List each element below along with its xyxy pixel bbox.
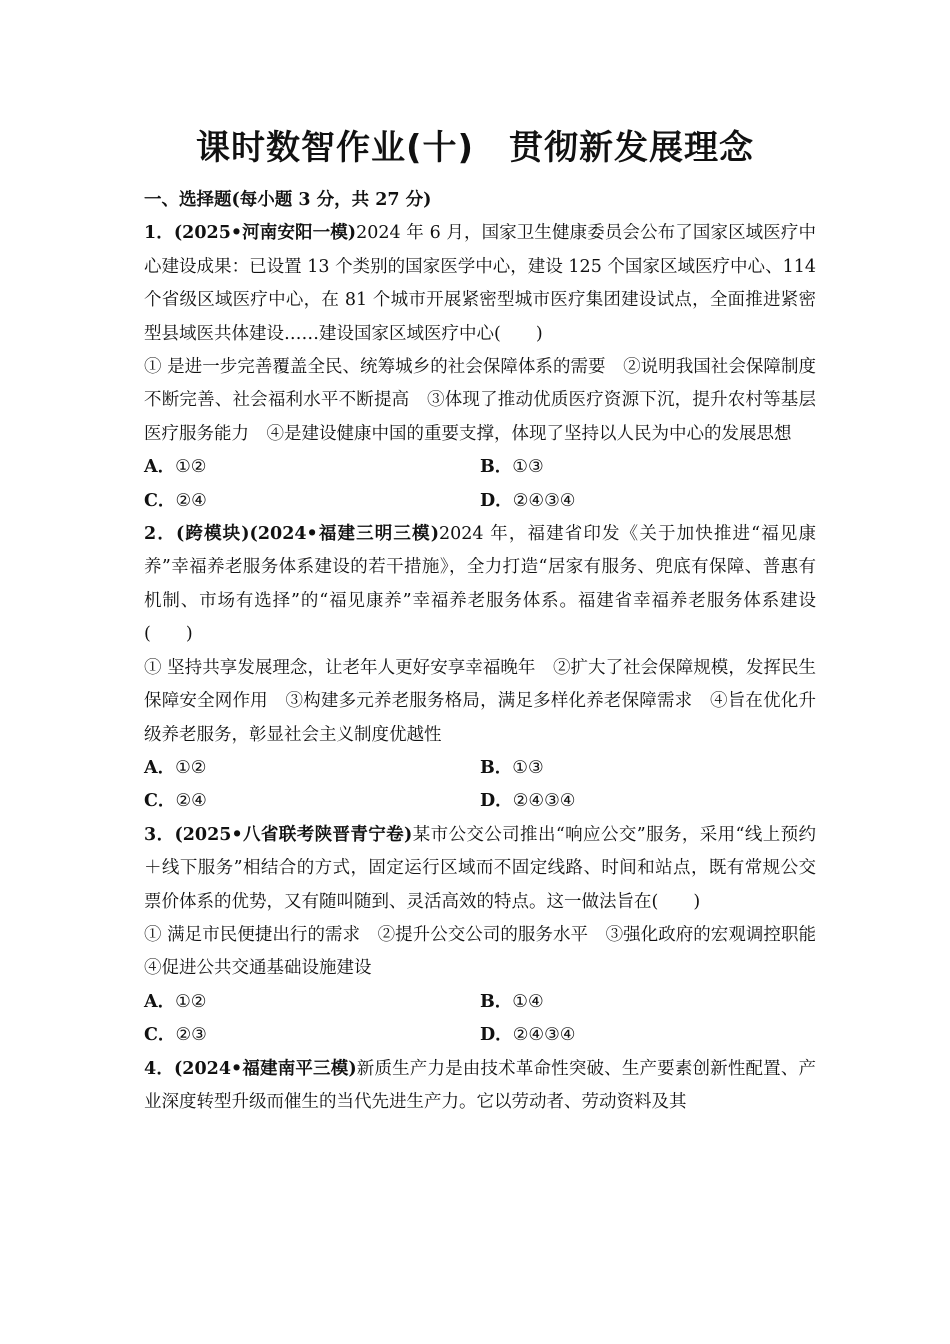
question-source: (2025•八省联考陕晋青宁卷): [174, 824, 413, 845]
question-text: 2024 年 6 月，国家卫生健康委员会公布了国家区域医疗中心建设成果：已设置 13 个类别的国家医学中心，建设 125 个国家区域医疗中心、114 个省级区域医疗中心，在 81 个城市开展紧密型城市医疗集团建设试点，全面推进紧密型县域医共体建设……建设国家区域医疗中心( ): [144, 223, 816, 344]
question-stem: [144, 1053, 816, 1120]
choice-label: A．: [144, 457, 176, 478]
choice-label: A．: [144, 757, 176, 778]
choice-text: ②④③④: [512, 791, 576, 812]
choice-c[interactable]: [144, 485, 480, 518]
question-source: (2025•河南安阳一模): [173, 223, 357, 244]
choice-text: ②③: [175, 1025, 207, 1046]
question-statements: ① 是进一步完善覆盖全民、统筹城乡的社会保障体系的需要 ②说明我国社会保障制度不断完善、社会福利水平不断提高 ③体现了推动优质医疗资源下沉，提升农村等基层医疗服务能力 ④是建设健康中国的重要支撑，体现了坚持以人民为中心的发展思想: [144, 357, 816, 444]
choice-text: ①③: [512, 757, 544, 778]
choice-text: ①④: [512, 991, 544, 1012]
question-statements: ① 坚持共享发展理念，让老年人更好安享幸福晚年 ②扩大了社会保障规模，发挥民生保障安全网作用 ③构建多元养老服务格局，满足多样化养老保障需求 ④旨在优化升级养老服务，彰显社会主义制度优越性: [144, 657, 816, 745]
document-body: [144, 184, 834, 1119]
choice-label: D．: [480, 490, 513, 511]
question-number: 2．: [144, 524, 176, 545]
question-source: (跨模块)(2024•福建三明三模): [175, 524, 439, 545]
choice-text: ②④③④: [512, 490, 576, 511]
choice-label: C．: [144, 791, 176, 812]
question-number: 4．: [144, 1058, 175, 1079]
choice-b[interactable]: [480, 451, 816, 484]
question-3: [144, 819, 834, 1053]
choice-a[interactable]: [144, 752, 480, 785]
choice-label: B．: [480, 991, 513, 1012]
question-text: 新质生产力是由技术革命性突破、生产要素创新性配置、产业深度转型升级而催生的当代先进生产力。它以劳动者、劳动资料及其: [144, 1058, 816, 1112]
question-text: 2024 年，福建省印发《关于加快推进“福见康养”幸福养老服务体系建设的若干措施》，全力打造“居家有服务、兜底有保障、普惠有机制、市场有选择”的“福见康养”幸福养老服务体系。福建省幸福养老服务体系建设( ): [144, 524, 816, 645]
choice-label: B．: [480, 757, 513, 778]
question-stem: [144, 217, 816, 351]
choice-b[interactable]: [480, 986, 816, 1019]
choice-label: B．: [480, 457, 513, 478]
answer-choices: [144, 752, 816, 819]
choice-d[interactable]: [480, 1019, 816, 1052]
question-stem: [144, 819, 816, 919]
answer-choices: [144, 986, 816, 1053]
choice-text: ①②: [175, 991, 207, 1012]
question-1: [144, 217, 816, 518]
choice-b[interactable]: [480, 752, 816, 785]
choice-label: D．: [480, 791, 513, 812]
choice-text: ①②: [175, 457, 207, 478]
choice-c[interactable]: [144, 1019, 480, 1052]
choice-a[interactable]: [144, 451, 480, 484]
question-source: (2024•福建南平三模): [174, 1058, 357, 1079]
question-number: 3．: [144, 824, 175, 845]
choice-text: ①③: [512, 457, 544, 478]
page-title: 课时数智作业(十) 贯彻新发展理念: [195, 128, 755, 168]
choice-label: D．: [480, 1025, 513, 1046]
choice-text: ②④: [175, 490, 207, 511]
choice-a[interactable]: [144, 986, 480, 1019]
choice-label: C．: [144, 1025, 176, 1046]
choice-d[interactable]: [480, 485, 816, 518]
choice-label: C．: [144, 490, 176, 511]
question-stem: [144, 518, 816, 652]
answer-choices: [144, 451, 816, 518]
question-number: 1．: [144, 223, 174, 244]
section-heading: 一、选择题(每小题 3 分，共 27 分): [144, 190, 432, 210]
question-text: 某市公交公司推出“响应公交”服务，采用“线上预约＋线下服务”相结合的方式，固定运行区域而不固定线路、时间和站点，既有常规公交票价体系的优势，又有随叫随到、灵活高效的特点。这一做法旨在( ): [144, 824, 817, 912]
choice-label: A．: [144, 991, 176, 1012]
choice-text: ②④③④: [512, 1025, 576, 1046]
choice-text: ①②: [175, 757, 207, 778]
choice-d[interactable]: [480, 785, 816, 818]
question-4: [144, 1053, 816, 1120]
question-statements: ① 满足市民便捷出行的需求 ②提升公交公司的服务水平 ③强化政府的宏观调控职能 ④促进公共交通基础设施建设: [144, 924, 834, 979]
choice-text: ②④: [175, 791, 207, 812]
choice-c[interactable]: [144, 785, 480, 818]
question-2: [144, 518, 816, 819]
